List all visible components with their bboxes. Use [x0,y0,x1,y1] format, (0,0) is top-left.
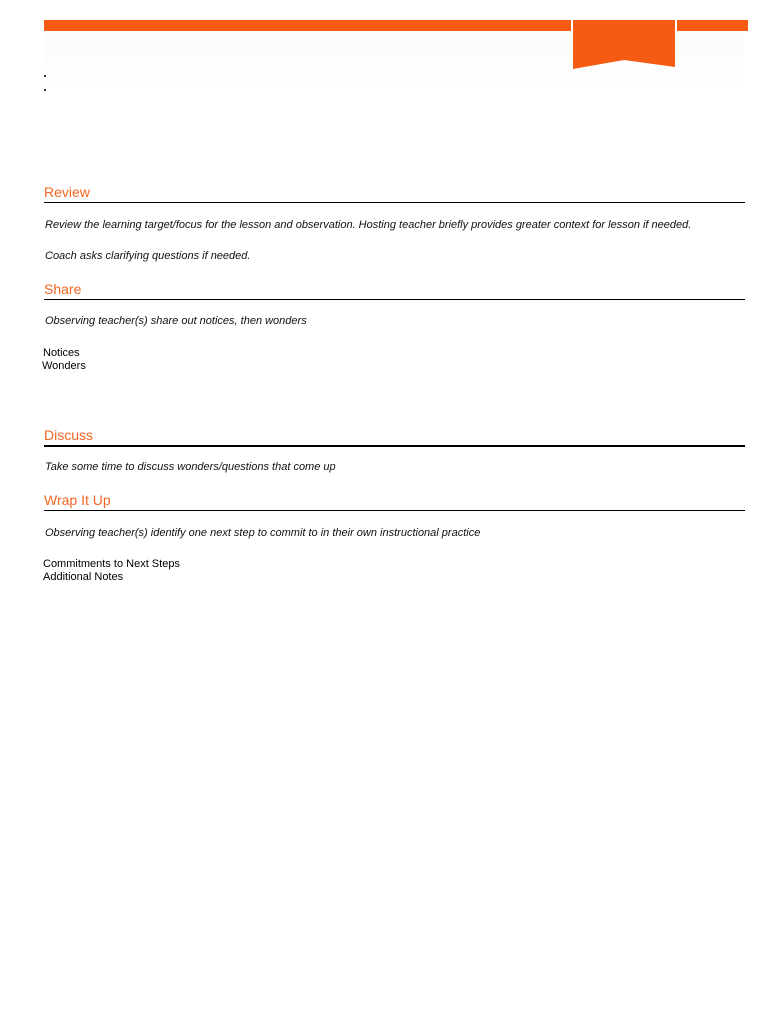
wrap-it-up-instructions: Observing teacher(s) identify one next step to commit to in their own instructional practice [45,527,481,539]
discuss-instructions: Take some time to discuss wonders/questions that come up [45,461,336,473]
review-note: Coach asks clarifying questions if needed. [45,250,251,262]
wonders-label: Wonders [42,360,86,372]
section-heading-review: Review [44,184,745,203]
bookmark-ribbon-icon [569,20,679,74]
share-instructions: Observing teacher(s) share out notices, then wonders [45,315,307,327]
notices-label: Notices [43,347,80,359]
section-heading-share: Share [44,281,745,300]
review-instructions: Review the learning target/focus for the lesson and observation. Hosting teacher briefly provides greater context for lesson if needed. [45,219,692,231]
section-heading-wrap-it-up: Wrap It Up [44,492,745,511]
section-heading-discuss: Discuss [44,427,745,447]
commitments-label: Commitments to Next Steps [43,558,180,570]
additional-notes-label: Additional Notes [43,571,124,583]
header-marker [44,75,46,77]
header-marker [44,89,46,91]
